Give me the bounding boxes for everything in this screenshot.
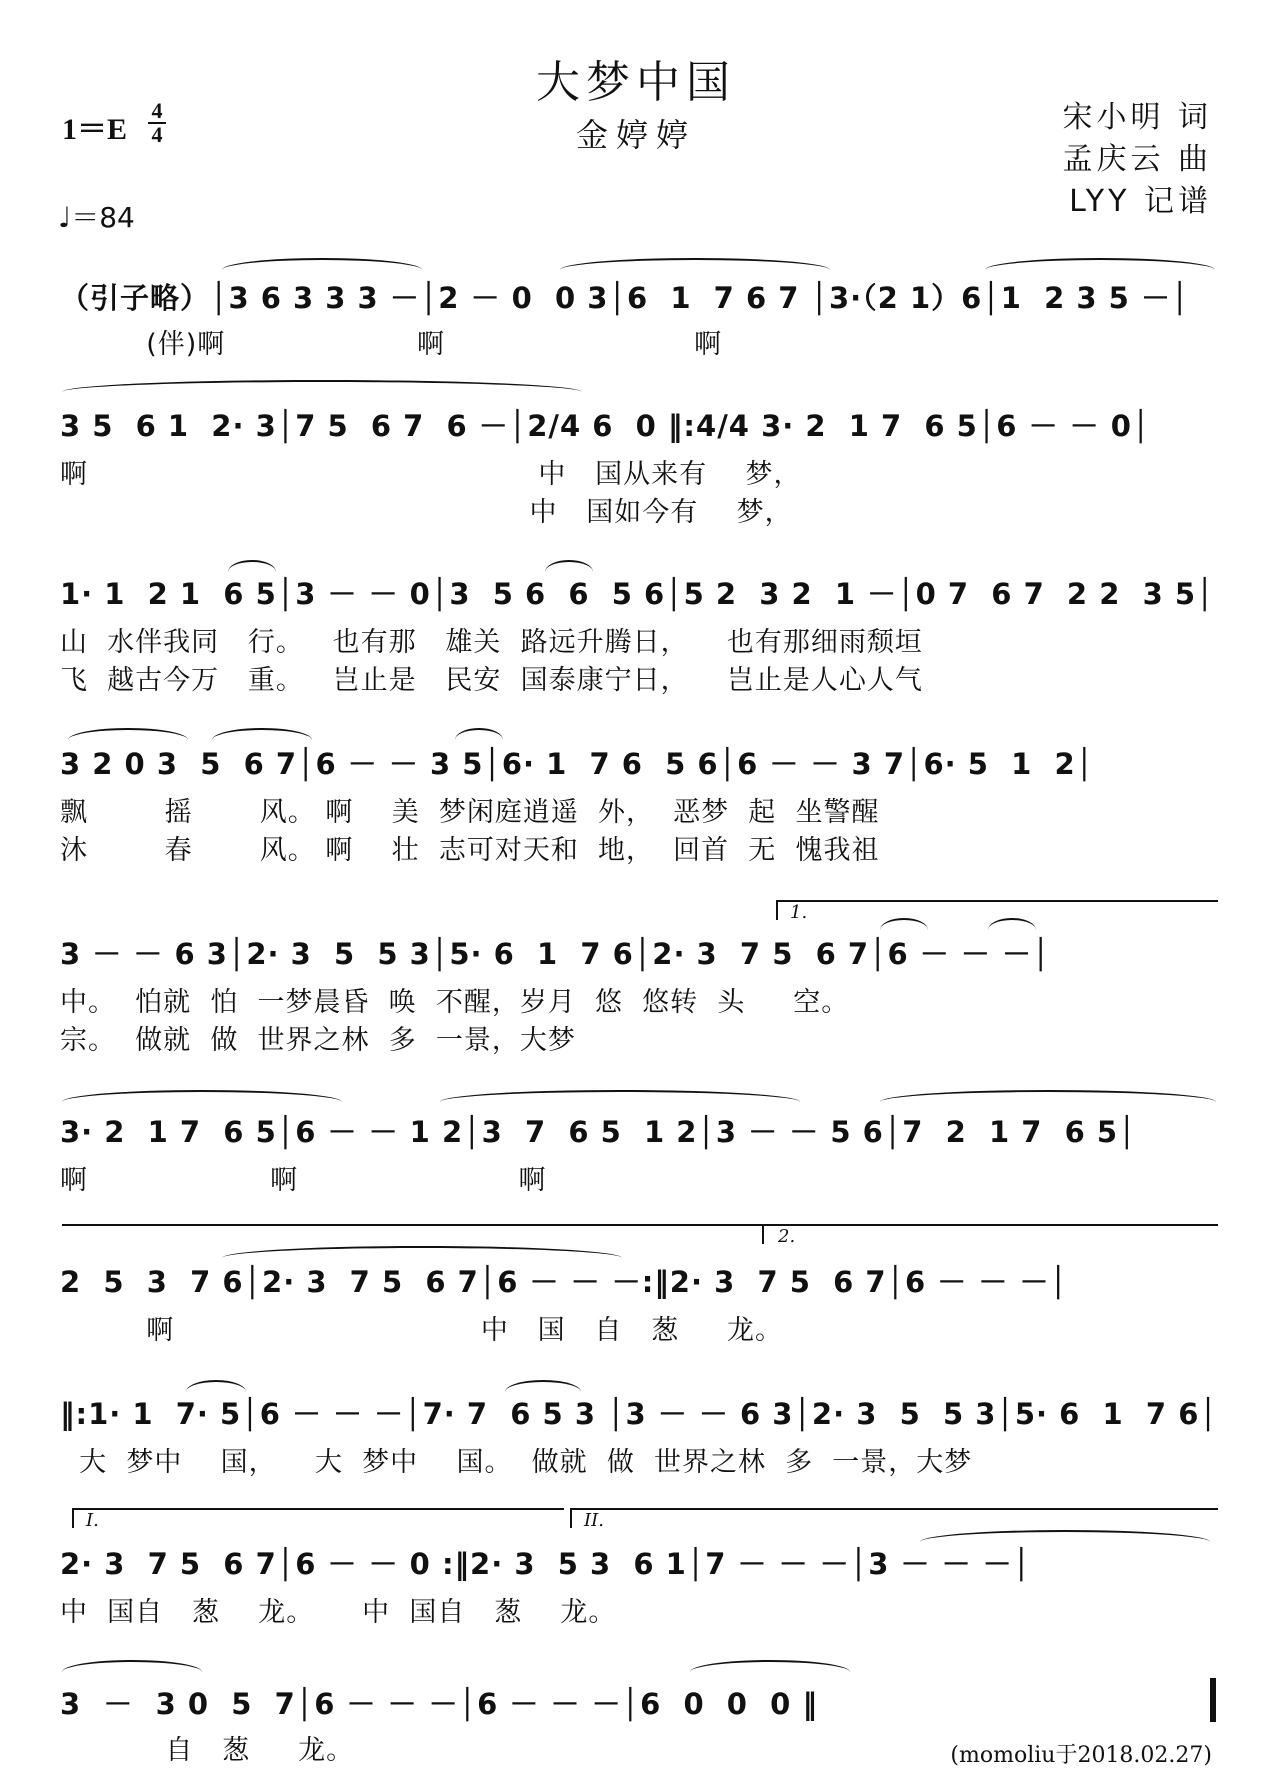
lyric-line-6a: 啊 啊 啊 <box>60 1165 547 1196</box>
lyric-line-4a: 飘 摇 风。 啊 美 梦闲庭逍遥 外， 恶梦 起 坐警醒 <box>60 797 880 828</box>
slur-mark <box>560 258 830 270</box>
notation-line-6: 3· 2 1 7 6 5│6 － － 1 2│3 7 6 5 1 2│3 － － 5 6│7 2 1 7 6 5│ <box>60 1115 1137 1149</box>
volta-label-2b: II. <box>584 1510 604 1531</box>
notation-line-3: 1· 1 2 1 6 5│3 － － 0│3 5 6 6 5 6│5 2 3 2 1 －│0 7 6 7 2 2 3 5│ <box>60 577 1215 611</box>
notation-line-10: 3 － 3 0 5 7│6 － － －│6 － － －│6 0 0 0 ‖ <box>60 1687 818 1721</box>
volta-bracket-2 <box>762 1224 1218 1244</box>
lyric-line-2b: 中 国如今有 梦， <box>60 497 793 528</box>
volta-bracket-1 <box>776 900 1218 920</box>
slur-mark <box>505 1380 581 1392</box>
time-signature-bottom: 4 <box>151 122 163 147</box>
final-barline <box>1210 1678 1216 1722</box>
lyric-line-2a: 啊 中 国从来有 梦， <box>60 459 802 490</box>
lyric-line-5a: 中。 怕就 怕 一梦晨昏 唤 不醒，岁月 悠 悠转 头 空。 <box>60 987 850 1018</box>
notation-line-9: 2· 3 7 5 6 7│6 － － 0 :‖2· 3 5 3 6 1│7 － － －│3 － － －│ <box>60 1547 1032 1581</box>
volta-label-1: 1. <box>790 902 808 923</box>
key-signature: 1＝E <box>62 113 128 146</box>
slur-mark <box>690 1660 850 1672</box>
slur-mark <box>68 728 188 740</box>
lyric-line-3b: 飞 越古今万 重。 岂止是 民安 国泰康宁日， 岂止是人心人气 <box>60 665 923 696</box>
slur-mark <box>62 1090 342 1102</box>
notation-line-5: 3 － － 6 3│2· 3 5 5 3│5· 6 1 7 6│2· 3 7 5 6 7│6 － － －│ <box>60 937 1051 971</box>
time-signature <box>148 100 166 146</box>
song-title: 大梦中国 <box>536 57 736 108</box>
slur-mark <box>228 560 276 572</box>
lyric-line-10a: 自 葱 龙。 <box>60 1735 355 1766</box>
lyricist-credit: 宋小明 词 <box>1062 100 1212 135</box>
notation-line-8: ‖:1· 1 7· 5│6 － － －│7· 7 6 5 3 │3 － － 6 3│2· 3 5 5 3│5· 6 1 7 6│ <box>60 1397 1218 1431</box>
tempo-marking: ♩＝84 <box>58 201 135 234</box>
lyric-line-8a: 大 梦中 国， 大 梦中 国。 做就 做 世界之林 多 一景，大梦 <box>60 1447 973 1478</box>
volta-bracket-2b <box>570 1508 1218 1528</box>
volta-label-2: 2. <box>778 1226 796 1247</box>
volta-bracket-1b <box>72 1508 564 1528</box>
notation-line-4: 3 2 0 3 5 6 7│6 － － 3 5│6· 1 7 6 5 6│6 － － 3 7│6· 5 1 2│ <box>60 747 1095 781</box>
slur-mark <box>880 1090 1216 1102</box>
tie-continuation <box>62 1224 762 1226</box>
slur-mark <box>212 728 312 740</box>
volta-label-1b: I. <box>86 1510 99 1531</box>
time-signature-top: 4 <box>151 98 163 123</box>
notation-line-2: 3 5 6 1 2· 3│7 5 6 7 6 －│2/4 6 0 ‖:4/4 3· 2 1 7 6 5│6 － － 0│ <box>60 409 1151 443</box>
slur-mark <box>222 1246 622 1258</box>
lyric-line-9a: 中 国自 葱 龙。 中 国自 葱 龙。 <box>60 1597 617 1628</box>
lyric-line-1a: (伴)啊 啊 啊 <box>60 329 723 360</box>
lyric-line-5b: 宗。 做就 做 世界之林 多 一景，大梦 <box>60 1025 576 1056</box>
slur-mark <box>186 1380 246 1392</box>
transcription-note: (momoliu于2018.02.27) <box>950 1743 1212 1768</box>
lyric-line-3a: 山 水伴我同 行。 也有那 雄关 路远升腾日， 也有那细雨颓垣 <box>60 627 923 658</box>
notation-line-1: （引子略）│3 6 3 3 3 －│2 － 0 0 3│6 1 7 6 7 │3·（2 1）6│1 2 3 5 －│ <box>60 281 1190 315</box>
lyric-line-4b: 沐 春 风。 啊 壮 志可对天和 地， 回首 无 愧我祖 <box>60 835 880 866</box>
slur-mark <box>920 1530 1210 1542</box>
composer-credit: 孟庆云 曲 <box>1062 142 1212 177</box>
slur-mark <box>62 1660 202 1672</box>
slur-mark <box>545 560 593 572</box>
slur-mark <box>455 728 503 740</box>
slur-mark <box>62 380 582 392</box>
slur-mark <box>985 258 1215 270</box>
slur-mark <box>440 1090 800 1102</box>
lyric-line-7a: 啊 中 国 自 葱 龙。 <box>60 1315 784 1346</box>
singer-name: 金婷婷 <box>575 116 696 154</box>
transcriber-credit: LYY 记谱 <box>1069 184 1212 219</box>
slur-mark <box>222 258 422 270</box>
notation-line-7: 2 5 3 7 6│2· 3 7 5 6 7│6 － － －:‖2· 3 7 5 6 7│6 － － －│ <box>60 1265 1068 1299</box>
